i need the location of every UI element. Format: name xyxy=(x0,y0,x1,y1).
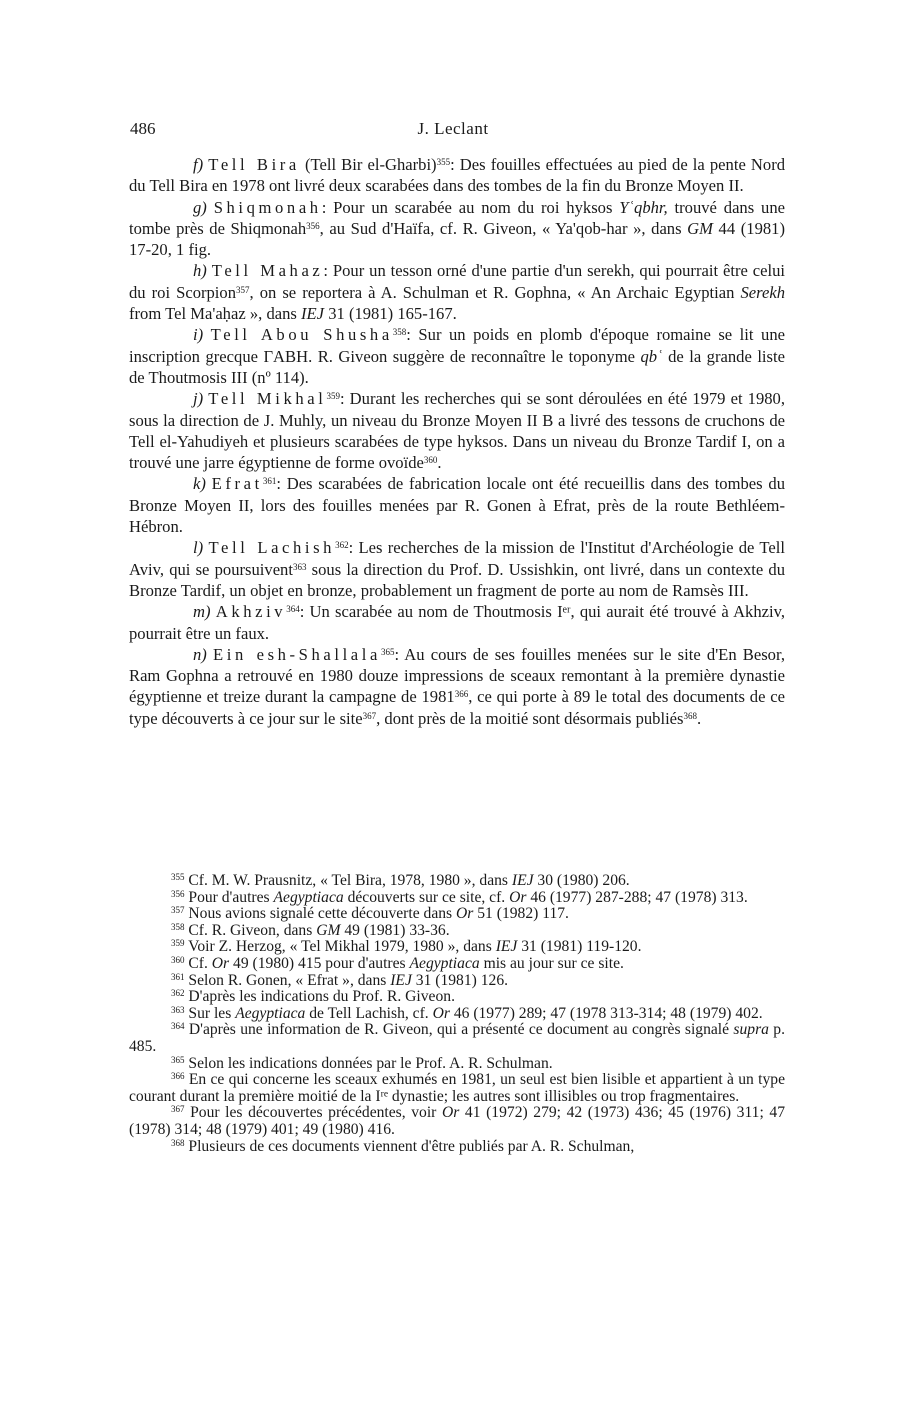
item-label: n) xyxy=(193,644,207,664)
footnote-italic: GM xyxy=(316,921,341,939)
footnote xyxy=(129,1056,785,1073)
body-text: de la grande liste de Thoutmosis III (nº 114). xyxy=(129,346,785,387)
body-text: . xyxy=(437,453,442,473)
footnote-number: 362 xyxy=(171,988,185,999)
footnote-text: Selon R. Gonen, « Efrat », dans xyxy=(188,971,391,989)
footnote xyxy=(129,956,785,973)
footnote-ref: 368 xyxy=(683,710,698,721)
footnote-number: 363 xyxy=(171,1004,185,1015)
footnote-text: de Tell Lachish, cf. xyxy=(305,1004,433,1022)
footnote-text: Nous avions signalé cette découverte dans xyxy=(188,905,457,923)
body-text: : Pour un scarabée au nom du roi hyksos xyxy=(321,197,620,217)
footnote xyxy=(129,1105,785,1138)
footnote-text: Pour les découvertes précédentes, voir xyxy=(190,1104,442,1122)
footnote-italic: supra xyxy=(733,1021,769,1039)
footnote-ref: 359 xyxy=(326,391,340,402)
footnote-italic: Or xyxy=(509,888,527,906)
footnote-italic: IEJ xyxy=(511,872,534,889)
site-name: Tell Mahaz xyxy=(211,261,324,281)
body-text: . xyxy=(697,708,702,728)
footnote xyxy=(129,1072,785,1105)
footnote-ref: 364 xyxy=(286,604,300,615)
footnote xyxy=(129,973,785,990)
main-text xyxy=(129,154,785,729)
footnote-ref: 362 xyxy=(335,540,349,551)
footnote-text: Cf. xyxy=(188,954,212,972)
body-text: : Les recherches de la mission de l'Institut d'Archéologie de Tell Aviv, qui se poursuivent xyxy=(129,538,785,579)
footnote-italic: Or xyxy=(432,1004,450,1022)
footnote xyxy=(129,989,785,1006)
paragraph-tell-abou-shusha xyxy=(129,324,785,388)
footnote-italic: IEJ xyxy=(390,971,412,989)
footnote-text: 41 (1972) 279; 42 (1973) 436; 45 (1976) 311; 47 (1978) 314; 48 (1979) 401; 49 (1980) 416. xyxy=(129,1104,785,1138)
footnote-number: 356 xyxy=(171,888,185,899)
footnote xyxy=(129,890,785,907)
item-label: h) xyxy=(193,261,207,281)
body-text: : Sur un poids en plomb d'époque romaine se lit une inscription grecque ΓABH. R. Giveon suggère de reconnaître le toponyme xyxy=(129,325,785,366)
item-label: f) xyxy=(193,155,204,174)
footnote-number: 366 xyxy=(171,1071,185,1082)
body-italic: qbʿ xyxy=(640,346,663,366)
footnote xyxy=(129,1006,785,1023)
footnote-text: Selon les indications données par le Prof. A. R. Schulman. xyxy=(188,1054,553,1072)
footnote-number: 358 xyxy=(171,921,185,932)
item-label: g) xyxy=(193,197,207,217)
footnote-ref: 360 xyxy=(423,455,438,466)
footnote-text: 31 (1981) 126. xyxy=(411,971,509,989)
footnote-number: 368 xyxy=(171,1137,185,1148)
body-italic: GM xyxy=(687,218,713,238)
footnote xyxy=(129,906,785,923)
item-label: l) xyxy=(193,538,204,558)
footnote-text: 49 (1981) 33-36. xyxy=(340,921,450,939)
footnote-text: Cf. M. W. Prausnitz, « Tel Bira, 1978, 1980 », dans xyxy=(188,872,512,889)
body-text: sous la direction du Prof. D. Ussishkin, ont livré, dans un contexte du Bronze Tardif, un objet en bronze, probablement un fragment de porte au nom de Ramsès III. xyxy=(129,559,785,600)
footnote-text: 46 (1977) 287-288; 47 (1978) 313. xyxy=(526,888,748,906)
footnote-ref: 355 xyxy=(436,157,451,167)
footnote-ref: 363 xyxy=(292,561,307,572)
footnote-italic: Aegyptiaca xyxy=(273,888,344,906)
body-italic: Yʿqbhr, xyxy=(619,197,668,217)
page-number: 486 xyxy=(130,119,156,138)
paragraph-akhziv xyxy=(129,601,785,644)
footnote-text: D'après une information de R. Giveon, qui a présenté ce document au congrès signalé xyxy=(188,1021,734,1039)
body-text: : Des scarabées de fabrication locale ont été recueillis dans des tombes du Bronze Moyen II, lors des fouilles menées par R. Gonen à Efrat, près de la route Bethléem-Hébron. xyxy=(129,474,785,537)
footnote-text: Voir Z. Herzog, « Tel Mikhal 1979, 1980 », dans xyxy=(188,938,496,956)
footnote-italic: IEJ xyxy=(495,938,518,956)
body-text: trouvé dans une tombe près de Shiqmonah xyxy=(129,197,785,238)
footnote-number: 360 xyxy=(171,954,185,965)
body-text: 44 (1981) 17-20, 1 fig. xyxy=(129,218,785,260)
footnote-number: 357 xyxy=(171,905,185,916)
footnote-text: Sur les xyxy=(188,1004,236,1022)
paragraph-tell-bira xyxy=(129,154,785,197)
item-label: j) xyxy=(193,389,204,409)
footnote-text: Pour d'autres xyxy=(188,888,274,906)
footnote-ref: 367 xyxy=(362,710,377,721)
footnote-number: 359 xyxy=(171,938,185,949)
site-name: Akhziv xyxy=(215,602,287,622)
body-text: : Au cours de ses fouilles menées sur le site d'En Besor, Ram Gophna a retrouvé en 1980 douze impressions de sceaux remontant à la première dynastie égyptienne et treize durant la campagne de 1981 xyxy=(129,644,785,707)
footnote-ref: 356 xyxy=(306,220,320,231)
footnote-text: 30 (1980) 206. xyxy=(533,872,630,889)
footnote-ref: 361 xyxy=(262,476,277,487)
footnote-text: 51 (1982) 117. xyxy=(473,905,569,923)
footnote-text: p. 485. xyxy=(129,1021,785,1055)
paragraph-tell-mahaz xyxy=(129,260,785,324)
item-label: k) xyxy=(193,474,206,494)
footnote xyxy=(129,939,785,956)
footnote-ref: 357 xyxy=(236,284,250,295)
footnote-italic: Or xyxy=(211,954,230,972)
body-text: (Tell Bir el-Gharbi) xyxy=(299,155,437,174)
footnote-text: En ce qui concerne les sceaux exhumés en 1981, un seul est bien lisible et appartient à un type courant durant la première moitié de la Iʳᵉ dynastie; les autres sont illisibles ou trop fragmentaires. xyxy=(129,1071,785,1105)
paragraph-efrat xyxy=(129,473,785,537)
footnote-italic: Aegyptiaca xyxy=(409,954,480,972)
body-text: , ce qui porte à 89 le total des documents de ce type découverts à ce jour sur le site xyxy=(129,687,785,728)
site-name: Shiqmonah xyxy=(213,197,322,217)
item-label: i) xyxy=(193,325,204,345)
site-name: Tell Bira xyxy=(208,155,300,174)
footnote-number: 364 xyxy=(171,1021,185,1032)
footnote-ref: 366 xyxy=(454,689,469,700)
body-text: : Des fouilles effectuées au pied de la pente Nord du Tell Bira en 1978 ont livré deux scarabées dans des tombes de la fin du Bronze Moyen II. xyxy=(129,155,786,196)
body-text: , au Sud d'Haïfa, cf. R. Giveon, « Ya'qob-har », dans xyxy=(319,218,688,238)
body-text: , on se reportera à A. Schulman et R. Gophna, « An Archaic Egyptian xyxy=(249,282,741,302)
footnote-italic: Aegyptiaca xyxy=(235,1004,306,1022)
body-text: from Tel Ma'aḥaz », dans xyxy=(129,304,302,324)
paragraph-tell-mikhal xyxy=(129,388,785,473)
paragraph-ein-esh-shallala xyxy=(129,644,785,729)
footnote-text: Cf. R. Giveon, dans xyxy=(188,921,317,939)
site-name: Tell Mikhal xyxy=(208,389,327,409)
item-label: m) xyxy=(193,602,211,622)
paragraph-tell-lachish xyxy=(129,537,785,601)
footnote xyxy=(129,1139,785,1156)
footnote xyxy=(129,1022,785,1055)
footnote-text: mis au jour sur ce site. xyxy=(479,954,624,972)
footnote-text: découverts sur ce site, cf. xyxy=(343,888,510,906)
body-text: : Durant les recherches qui se sont déroulées en été 1979 et 1980, sous la direction de J. Muhly, un niveau du Bronze Moyen II B a livré des tessons de cruchons de Tell el-Yahudiyeh et plusieurs scarabées de type hyksos. Dans un niveau du Bronze Tardif I, on a trouvé une jarre égyptienne de forme ovoïde xyxy=(129,389,785,473)
site-name: Ein esh-Shallala xyxy=(213,644,381,664)
footnote-text: Plusieurs de ces documents viennent d'être publiés par A. R. Schulman, xyxy=(188,1137,635,1155)
footnote-ref: 358 xyxy=(392,327,407,338)
footnote-text: 46 (1977) 289; 47 (1978 313-314; 48 (1979) 402. xyxy=(449,1004,763,1022)
body-text: : Pour un tesson orné d'une partie d'un serekh, qui pourrait être celui du roi Scorpion xyxy=(129,261,785,302)
paragraph-shiqmonah xyxy=(129,197,785,261)
footnotes xyxy=(129,873,785,1155)
footnote xyxy=(129,873,785,890)
footnote-text: D'après les indications du Prof. R. Giveon. xyxy=(188,988,455,1006)
footnote-number: 367 xyxy=(171,1104,185,1115)
footnote-number: 355 xyxy=(171,872,185,882)
running-head: J. Leclant xyxy=(417,119,489,138)
footnote-ref: 365 xyxy=(380,646,395,657)
site-name: Efrat xyxy=(211,474,263,494)
site-name: Tell Lachish xyxy=(208,538,336,558)
footnote-text: 31 (1981) 119-120. xyxy=(517,938,642,956)
footnote-text: 49 (1980) 415 pour d'autres xyxy=(229,954,410,972)
body-italic: IEJ xyxy=(301,304,325,324)
body-text: : Un scarabée au nom de Thoutmosis Iᵉʳ, qui aurait été trouvé à Akhziv, pourrait être un faux. xyxy=(129,602,785,643)
footnote-number: 365 xyxy=(171,1054,185,1065)
site-name: Tell Abou Shusha xyxy=(210,325,393,345)
body-text: , dont près de la moitié sont désormais publiés xyxy=(376,708,684,728)
footnote-italic: Or xyxy=(441,1104,460,1122)
body-italic: Serekh xyxy=(740,282,786,302)
footnote-number: 361 xyxy=(171,971,185,982)
footnote xyxy=(129,923,785,940)
body-text: 31 (1981) 165-167. xyxy=(324,304,457,324)
footnote-italic: Or xyxy=(456,905,474,923)
